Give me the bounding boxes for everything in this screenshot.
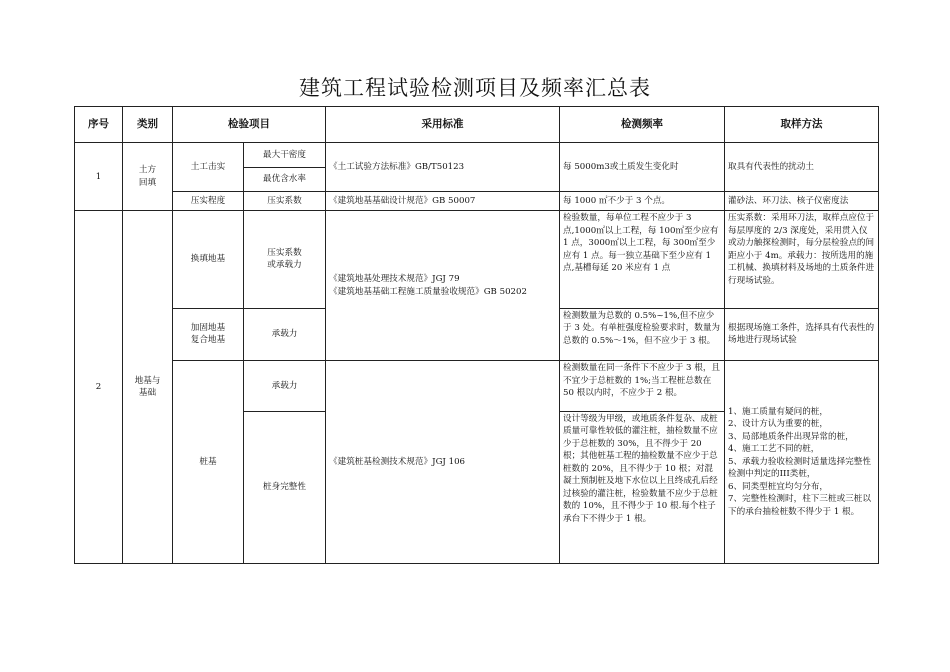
row2c-frequency-integrity: 设计等级为甲级，或地质条件复杂、成桩质量可靠性较低的灌注桩，抽检数量不应少于总桩数的 30%，且不得少于 20 根；其他桩基工程的抽检数量不应少于总桩数的 20%，且不得少于 10 根；对混凝土预制桩及地下水位以上且终成孔后经过核验的灌注桩，检验数量不应少于总桩数的 10%，且不得少于 10 根.每个柱子承台下不得少于 1 根。 [560, 411, 725, 563]
row1b-sampling: 灌砂法、环刀法、核子仪密度法 [725, 192, 879, 211]
row2b-item: 加固地基 复合地基 [173, 308, 244, 361]
row1-sub-max-dry-density: 最大干密度 [244, 143, 326, 167]
row2b-frequency: 检测数量为总数的 0.5%~1%,但不应少于 3 处。有单桩强度检验要求时，数量为总数的 0.5%～1%，但不应少于 3 根。 [560, 308, 725, 361]
header-frequency: 检测频率 [560, 107, 725, 143]
row2-category: 地基与 基础 [123, 211, 173, 564]
header-category: 类别 [123, 107, 173, 143]
row2ab-standard: 《建筑地基处理技术规范》JGJ 79 《建筑地基基础工程施工质量验收规范》GB 50202 [326, 211, 560, 361]
table-row [75, 361, 879, 412]
row2b-sub: 承载力 [244, 308, 326, 361]
row1-sub-optimal-moisture: 最优含水率 [244, 167, 326, 191]
row1b-sub: 压实系数 [244, 192, 326, 211]
row2c-sub-capacity: 承载力 [244, 361, 326, 412]
row2-seq: 2 [75, 211, 123, 564]
row2a-frequency: 检验数量，每单位工程不应少于 3 点,1000㎡以上工程，每 100㎡至少应有 1 点，3000㎡以上工程，每 300㎡至少应有 1 点。每一独立基础下至少应有 1 点,基槽每延 20 米应有 1 点 [560, 211, 725, 308]
row2c-frequency-capacity: 检测数量在同一条件下不应少于 3 根，且不宜少于总桩数的 1%;当工程桩总数在 50 根以内时，不应少于 2 根。 [560, 361, 725, 412]
row2c-item: 桩基 [173, 361, 244, 564]
row2c-sampling: 1、施工质量有疑问的桩， 2、设计方认为重要的桩， 3、局部地质条件出现异常的桩， 4、施工工艺不同的桩， 5、承载力验收检测时适量选择完整性检测中判定的III类桩， 6、同类型桩宜均匀分布， 7、完整性检测时，柱下三桩或三桩以下的承台抽检桩数不得少于 1 根。 [725, 361, 879, 564]
row2a-sampling: 压实系数：采用环刀法，取样点应位于每层厚度的 2/3 深度处，采用贯入仪或动力触探检测时，每分层检验点的间距应小于 4m。承载力：按所选用的施工机械、换填材料及场地的土质条件进行现场试验。 [725, 211, 879, 308]
header-standard: 采用标准 [326, 107, 560, 143]
row1-item-group: 土工击实 [173, 143, 244, 192]
row2a-item: 换填地基 [173, 211, 244, 308]
row2c-standard: 《建筑桩基检测技术规范》JGJ 106 [326, 361, 560, 564]
header-item: 检验项目 [173, 107, 326, 143]
row1b-standard: 《建筑地基基础设计规范》GB 50007 [326, 192, 560, 211]
row2a-sub: 压实系数 或承载力 [244, 211, 326, 308]
table-row [75, 192, 879, 211]
row1-seq: 1 [75, 143, 123, 211]
row2b-sampling: 根据现场施工条件，选择具有代表性的场地进行现场试验 [725, 308, 879, 361]
table-row [75, 143, 879, 167]
page-title: 建筑工程试验检测项目及频率汇总表 [299, 76, 651, 100]
summary-table [74, 106, 879, 564]
header-seq: 序号 [75, 107, 123, 143]
row2c-sub-integrity: 桩身完整性 [244, 411, 326, 563]
table-row [75, 211, 879, 308]
row1b-item-group: 压实程度 [173, 192, 244, 211]
row1-frequency: 每 5000m3或土质发生变化时 [560, 143, 725, 192]
header-row [75, 107, 879, 143]
header-sampling: 取样方法 [725, 107, 879, 143]
row1-sampling: 取具有代表性的扰动土 [725, 143, 879, 192]
row1b-frequency: 每 1000 ㎡不少于 3 个点。 [560, 192, 725, 211]
row1-category: 土方 回填 [123, 143, 173, 211]
row1-standard: 《土工试验方法标准》GB/T50123 [326, 143, 560, 192]
